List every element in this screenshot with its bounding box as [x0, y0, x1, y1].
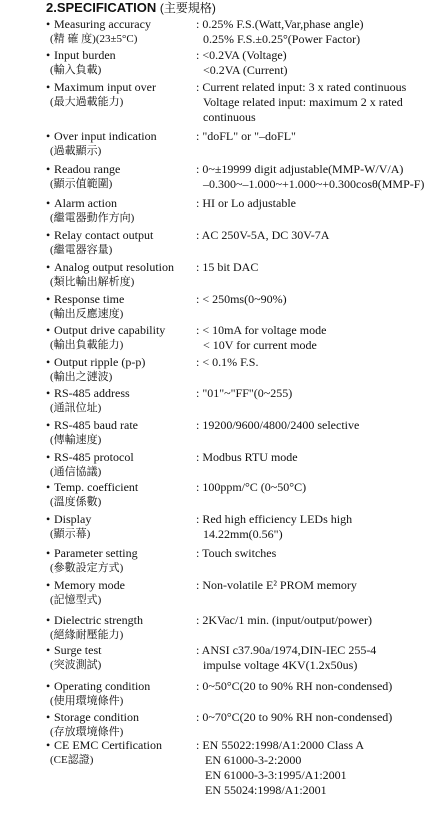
spec-label-en-text: Parameter setting	[54, 546, 138, 560]
spec-value	[196, 48, 447, 78]
spec-value-line: : Current related input: 3 x rated continuous	[196, 80, 407, 94]
spec-value	[196, 292, 447, 307]
spec-label	[46, 48, 196, 78]
spec-label-en-text: Storage condition	[54, 710, 139, 724]
spec-label	[46, 162, 196, 192]
spec-value	[196, 196, 447, 211]
spec-label-en	[46, 292, 196, 307]
bullet-icon: •	[46, 386, 51, 400]
spec-row	[46, 480, 447, 512]
spec-value	[196, 450, 447, 465]
spec-label-zh: (類比輸出解析度)	[50, 276, 135, 288]
spec-value	[196, 80, 447, 125]
spec-label	[46, 512, 196, 542]
section-title-en: 2.SPECIFICATION	[46, 0, 157, 15]
bullet-icon: •	[46, 738, 51, 752]
bullet-icon: •	[46, 292, 51, 306]
spec-label-en	[46, 196, 196, 211]
spec-label	[46, 129, 196, 159]
spec-label-zh: (使用環境條件)	[50, 695, 124, 707]
spec-label-en-text: Relay contact output	[54, 228, 154, 242]
spec-label-en-text: Alarm action	[54, 196, 117, 210]
spec-value	[196, 480, 447, 495]
spec-label-en-text: RS-485 baud rate	[54, 418, 138, 432]
spec-label-zh: (顯示值範圍)	[50, 178, 113, 190]
bullet-icon: •	[46, 480, 51, 494]
spec-label-en-text: Input burden	[54, 48, 116, 62]
spec-value-line: : "01"~"FF"(0~255)	[196, 386, 293, 400]
spec-value-line: : < 0.1% F.S.	[196, 355, 259, 369]
bullet-icon: •	[46, 48, 51, 62]
spec-label-en	[46, 710, 196, 725]
spec-label	[46, 679, 196, 709]
spec-value	[196, 129, 447, 144]
spec-label-zh: (輸出負載能力)	[50, 339, 124, 351]
bullet-icon: •	[46, 613, 51, 627]
spec-value-line: 0.25% F.S.±0.25°(Power Factor)	[203, 32, 361, 46]
spec-row	[46, 323, 447, 355]
bullet-icon: •	[46, 578, 51, 592]
spec-label-en-text: CE EMC Certification	[54, 738, 162, 752]
spec-label	[46, 578, 196, 608]
spec-value-line: : "doFL" or "–doFL"	[196, 129, 296, 143]
spec-value-line: : 0~70°C(20 to 90% RH non-condensed)	[196, 710, 393, 724]
bullet-icon: •	[46, 418, 51, 432]
spec-value	[196, 512, 447, 542]
bullet-icon: •	[46, 260, 51, 274]
spec-label-en-text: Measuring accuracy	[54, 17, 151, 31]
bullet-icon: •	[46, 355, 51, 369]
bullet-icon: •	[46, 512, 51, 526]
spec-label-zh: (絕緣耐壓能力)	[50, 629, 124, 641]
spec-row	[46, 418, 447, 450]
spec-label-en	[46, 129, 196, 144]
spec-label-en	[46, 480, 196, 495]
spec-value-line: : HI or Lo adjustable	[196, 196, 296, 210]
spec-value-line: : 19200/9600/4800/2400 selective	[196, 418, 360, 432]
spec-label-en-text: Over input indication	[54, 129, 157, 143]
spec-row	[46, 228, 447, 260]
spec-row	[46, 129, 447, 162]
spec-label	[46, 450, 196, 480]
spec-label-en	[46, 162, 196, 177]
spec-label	[46, 323, 196, 353]
spec-value	[196, 578, 447, 593]
spec-label	[46, 386, 196, 416]
spec-row	[46, 355, 447, 386]
spec-label-en-text: RS-485 address	[54, 386, 130, 400]
spec-label	[46, 17, 196, 47]
spec-label-zh: (輸出反應速度)	[50, 308, 124, 320]
spec-value-line: continuous	[203, 110, 256, 124]
bullet-icon: •	[46, 129, 51, 143]
spec-label-zh: (參數設定方式)	[50, 562, 124, 574]
spec-label-zh: (過載顯示)	[50, 145, 102, 157]
spec-value-line: : AC 250V-5A, DC 30V-7A	[196, 228, 330, 242]
spec-value-line: : 15 bit DAC	[196, 260, 259, 274]
spec-label-zh: (傳輸速度)	[50, 434, 102, 446]
spec-value	[196, 386, 447, 401]
bullet-icon: •	[46, 710, 51, 724]
spec-label-en	[46, 48, 196, 63]
spec-row	[46, 578, 447, 613]
spec-value	[196, 323, 447, 353]
section-title-zh: (主要規格)	[159, 1, 216, 15]
spec-label-en	[46, 643, 196, 658]
spec-value	[196, 738, 447, 798]
spec-value	[196, 710, 447, 725]
spec-label-en	[46, 323, 196, 338]
spec-value-line: : EN 55022:1998/A1:2000 Class A	[196, 738, 365, 752]
spec-value-line: : 0~±19999 digit adjustable(MMP-W/V/A)	[196, 162, 404, 176]
spec-value-line: EN 61000-3-2:2000	[205, 753, 302, 767]
spec-label	[46, 260, 196, 290]
spec-row	[46, 512, 447, 546]
spec-label-zh: (精 確 度)(23±5°C)	[50, 33, 138, 45]
spec-list	[46, 17, 447, 796]
spec-label-zh: (繼電器容量)	[50, 244, 113, 256]
spec-label-en	[46, 355, 196, 370]
spec-label-en	[46, 450, 196, 465]
spec-value	[196, 355, 447, 370]
spec-row	[46, 386, 447, 418]
section-title	[46, 0, 216, 16]
spec-label-en-text: Operating condition	[54, 679, 151, 693]
spec-label-en	[46, 512, 196, 527]
spec-row	[46, 196, 447, 228]
spec-value-line: : < 10mA for voltage mode	[196, 323, 327, 337]
spec-label-en	[46, 80, 196, 95]
bullet-icon: •	[46, 679, 51, 693]
spec-label-en-text: Response time	[54, 292, 125, 306]
spec-row	[46, 48, 447, 80]
spec-value-line: impulse voltage 4KV(1.2x50us)	[203, 658, 358, 672]
spec-label-zh: (記憶型式)	[50, 594, 102, 606]
bullet-icon: •	[46, 228, 51, 242]
spec-label-en	[46, 17, 196, 32]
bullet-icon: •	[46, 196, 51, 210]
bullet-icon: •	[46, 546, 51, 560]
spec-value-line: : Touch switches	[196, 546, 277, 560]
spec-value-line: <0.2VA (Current)	[203, 63, 288, 77]
spec-row	[46, 17, 447, 48]
spec-label	[46, 80, 196, 110]
spec-row	[46, 679, 447, 710]
spec-value	[196, 260, 447, 275]
spec-label-zh: (存放環境條件)	[50, 726, 124, 738]
spec-value	[196, 546, 447, 561]
spec-label-en	[46, 613, 196, 628]
spec-label	[46, 643, 196, 673]
spec-row	[46, 80, 447, 129]
spec-value-line: : <0.2VA (Voltage)	[196, 48, 287, 62]
spec-label-en	[46, 386, 196, 401]
spec-value-line: Voltage related input: maximum 2 x rated	[203, 95, 403, 109]
bullet-icon: •	[46, 643, 51, 657]
bullet-icon: •	[46, 450, 51, 464]
spec-label-en-text: RS-485 protocol	[54, 450, 134, 464]
spec-value-line: : Modbus RTU mode	[196, 450, 298, 464]
spec-label-en-text: Display	[54, 512, 92, 526]
spec-value	[196, 643, 447, 673]
spec-label-zh: (CE認證)	[50, 754, 94, 766]
spec-value	[196, 162, 447, 192]
spec-label-en-text: Maximum input over	[54, 80, 156, 94]
spec-label-en	[46, 546, 196, 561]
spec-row	[46, 738, 447, 796]
spec-label-zh: (突波測試)	[50, 659, 102, 671]
bullet-icon: •	[46, 323, 51, 337]
spec-value	[196, 17, 447, 47]
spec-label-en	[46, 418, 196, 433]
spec-label-zh: (通信協議)	[50, 466, 102, 478]
spec-row	[46, 710, 447, 738]
spec-label-en-text: Output drive capability	[54, 323, 166, 337]
spec-label	[46, 196, 196, 226]
spec-label	[46, 355, 196, 385]
spec-label	[46, 546, 196, 576]
bullet-icon: •	[46, 17, 51, 31]
spec-value-line: : 0.25% F.S.(Watt,Var,phase angle)	[196, 17, 364, 31]
spec-label-zh: (繼電器動作方向)	[50, 212, 135, 224]
spec-label-zh: (溫度係數)	[50, 496, 102, 508]
spec-value-line: : Non-volatile E² PROM memory	[196, 578, 357, 592]
spec-label-en-text: Dielectric strength	[54, 613, 143, 627]
spec-row	[46, 613, 447, 643]
bullet-icon: •	[46, 162, 51, 176]
spec-value	[196, 679, 447, 694]
spec-label-en	[46, 260, 196, 275]
spec-row	[46, 450, 447, 480]
spec-label-en-text: Temp. coefficient	[54, 480, 139, 494]
spec-label-en-text: Analog output resolution	[54, 260, 174, 274]
spec-label-en	[46, 228, 196, 243]
spec-value-line: 14.22mm(0.56")	[203, 527, 283, 541]
spec-label-en-text: Readou range	[54, 162, 121, 176]
spec-value-line: : < 250ms(0~90%)	[196, 292, 287, 306]
spec-label-en	[46, 679, 196, 694]
spec-label-en	[46, 578, 196, 593]
spec-value-line: : 0~50°C(20 to 90% RH non-condensed)	[196, 679, 393, 693]
spec-value-line: –0.300~–1.000~+1.000~+0.300cosθ(MMP-F)	[203, 177, 425, 191]
spec-label-zh: (輸出之漣波)	[50, 371, 113, 383]
spec-label	[46, 292, 196, 322]
spec-value-line: : 2KVac/1 min. (input/output/power)	[196, 613, 372, 627]
spec-value-line: : ANSI c37.90a/1974,DIN-IEC 255-4	[196, 643, 377, 657]
spec-label	[46, 228, 196, 258]
spec-label-zh: (最大過載能力)	[50, 96, 124, 108]
spec-label-en	[46, 738, 196, 753]
spec-label-en-text: Output ripple (p-p)	[54, 355, 146, 369]
spec-label	[46, 613, 196, 643]
spec-row	[46, 643, 447, 679]
spec-row	[46, 546, 447, 578]
spec-value-line: : 100ppm/°C (0~50°C)	[196, 480, 307, 494]
spec-value-line: < 10V for current mode	[203, 338, 317, 352]
spec-value	[196, 418, 447, 433]
spec-label-en-text: Memory mode	[54, 578, 125, 592]
spec-label	[46, 710, 196, 740]
spec-value-line: EN 55024:1998/A1:2001	[205, 783, 327, 797]
bullet-icon: •	[46, 80, 51, 94]
spec-label-zh: (輸入負載)	[50, 64, 102, 76]
spec-label-zh: (顯示幕)	[50, 528, 91, 540]
spec-value-line: : Red high efficiency LEDs high	[196, 512, 353, 526]
spec-label	[46, 418, 196, 448]
spec-value	[196, 613, 447, 628]
spec-value	[196, 228, 447, 243]
spec-value-line: EN 61000-3-3:1995/A1:2001	[205, 768, 347, 782]
spec-row	[46, 162, 447, 196]
spec-label-zh: (通訊位址)	[50, 402, 102, 414]
spec-label-en-text: Surge test	[54, 643, 102, 657]
spec-row	[46, 260, 447, 292]
spec-label	[46, 480, 196, 510]
spec-label	[46, 738, 196, 768]
spec-row	[46, 292, 447, 323]
